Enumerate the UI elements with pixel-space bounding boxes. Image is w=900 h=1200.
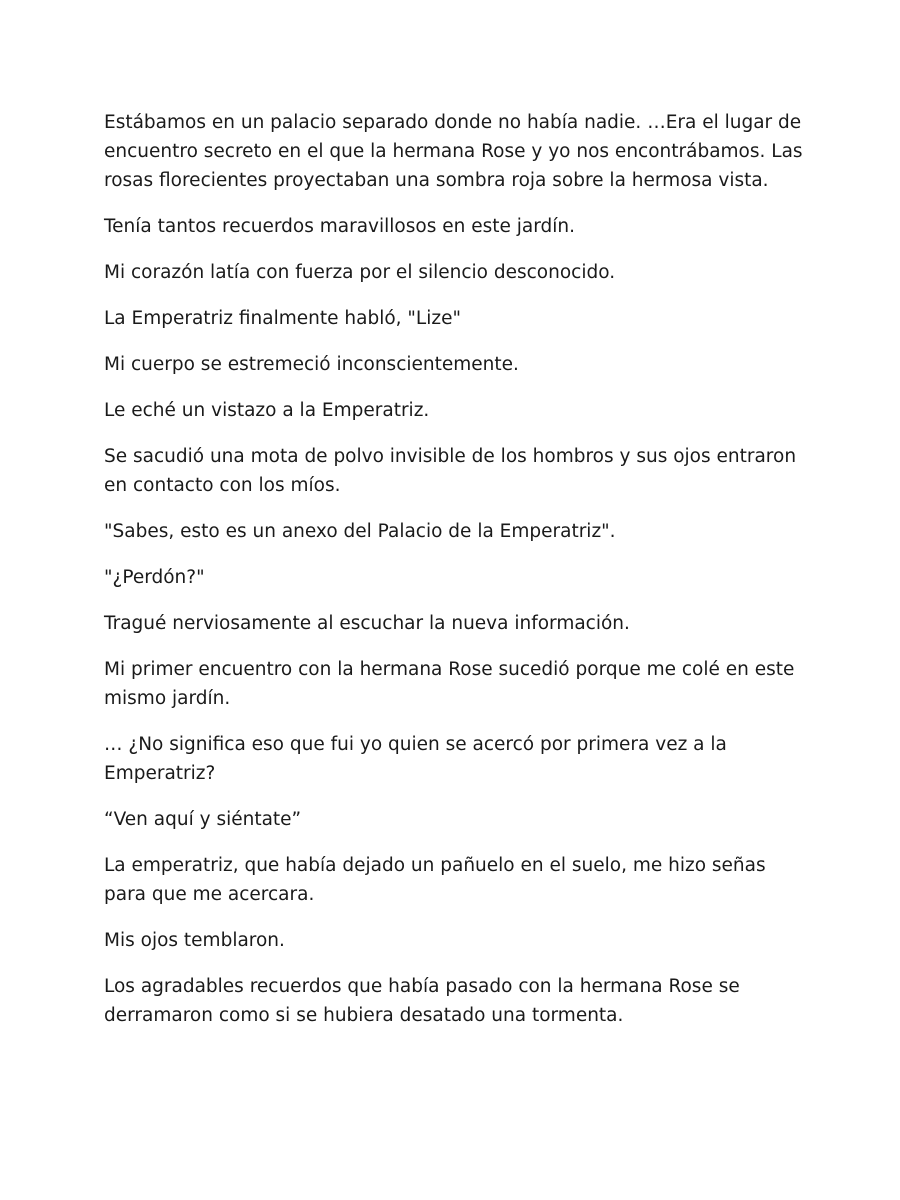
paragraph: Estábamos en un palacio separado donde no había nadie. …Era el lugar de encuentro secreto en el que la hermana Rose y yo nos encontrábamos. Las rosas florecientes proyectaban una sombra roja sobre la hermosa vista. — [104, 112, 803, 191]
paragraph: "Sabes, esto es un anexo del Palacio de la Emperatriz". — [104, 521, 616, 542]
document-body — [104, 108, 804, 1047]
paragraph: Los agradables recuerdos que había pasado con la hermana Rose se derramaron como si se hubiera desatado una tormenta. — [104, 976, 740, 1026]
paragraph: Mi cuerpo se estremeció inconscientemente. — [104, 354, 519, 375]
paragraph: Mi primer encuentro con la hermana Rose sucedió porque me colé en este mismo jardín. — [104, 659, 795, 709]
paragraph: Tragué nerviosamente al escuchar la nueva información. — [104, 613, 630, 634]
paragraph: Tenía tantos recuerdos maravillosos en este jardín. — [104, 216, 575, 237]
paragraph: Le eché un vistazo a la Emperatriz. — [104, 400, 430, 421]
paragraph: “Ven aquí y siéntate” — [104, 809, 302, 830]
paragraph: … ¿No significa eso que fui yo quien se acercó por primera vez a la Emperatriz? — [104, 734, 727, 784]
paragraph: La Emperatriz finalmente habló, "Lize" — [104, 308, 461, 329]
paragraph: Se sacudió una mota de polvo invisible de los hombros y sus ojos entraron en contacto con los míos. — [104, 446, 797, 496]
paragraph: Mi corazón latía con fuerza por el silencio desconocido. — [104, 262, 616, 283]
paragraph: "¿Perdón?" — [104, 567, 205, 588]
paragraph: Mis ojos temblaron. — [104, 930, 285, 951]
paragraph: La emperatriz, que había dejado un pañuelo en el suelo, me hizo señas para que me acercara. — [104, 855, 766, 905]
